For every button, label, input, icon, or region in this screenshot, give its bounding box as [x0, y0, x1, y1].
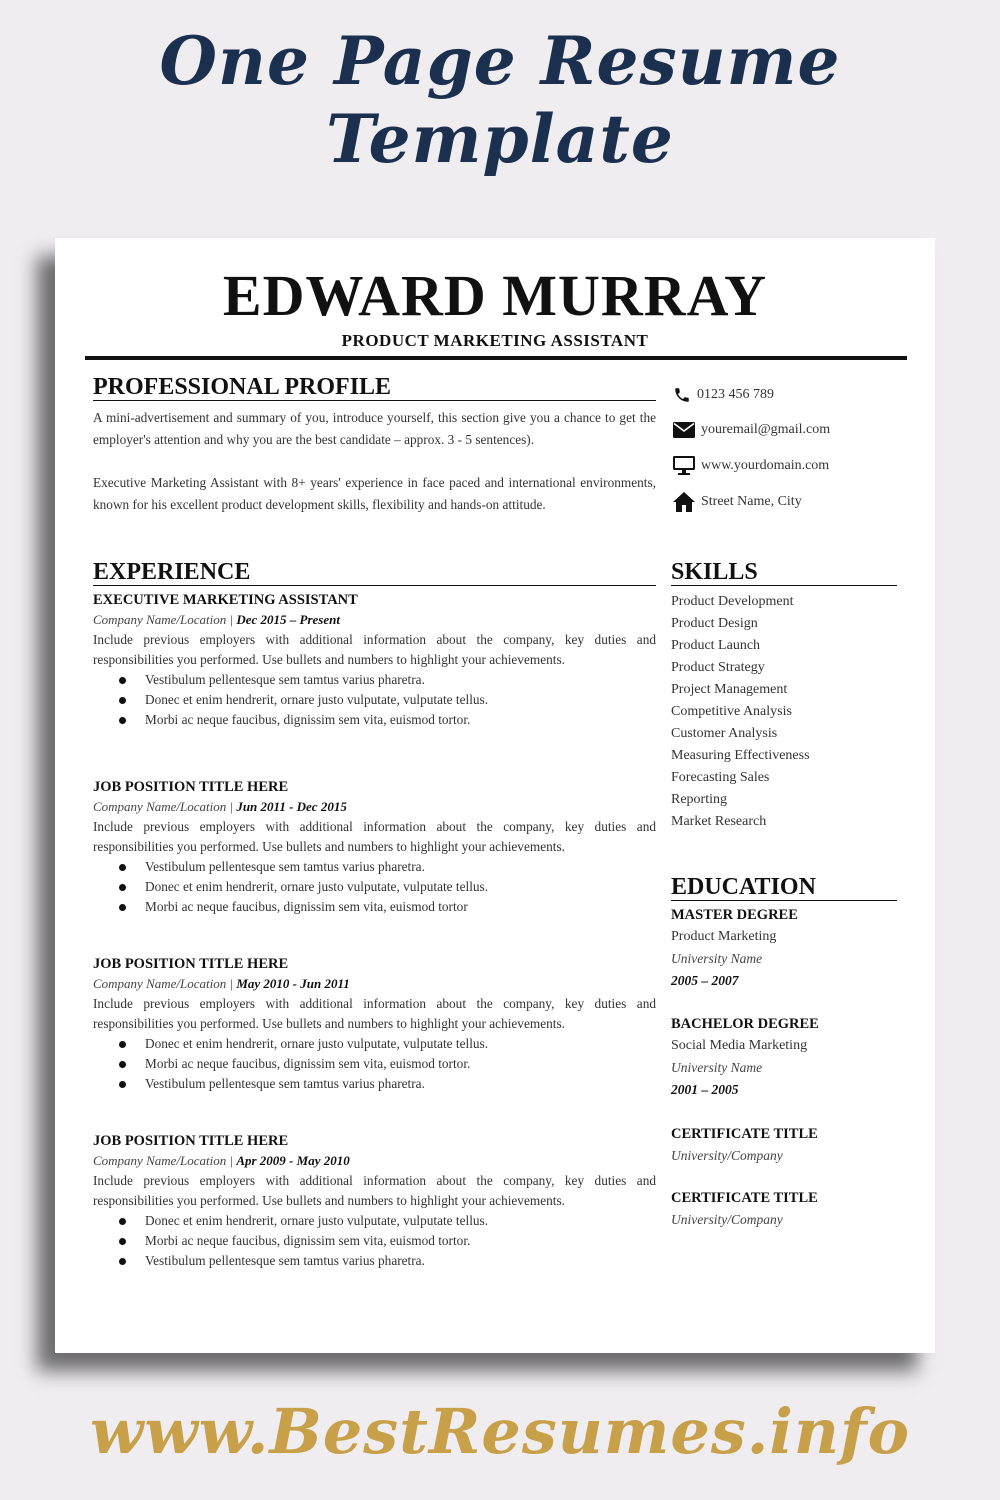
contact-email: [673, 422, 830, 438]
job-separator: |: [226, 612, 237, 627]
job-bullets: [93, 857, 656, 917]
job-entry: [93, 777, 656, 917]
job-meta: [93, 610, 656, 630]
job-bullet: Donec et enim hendrerit, ornare justo vulputate, vulputate tellus.: [145, 1211, 656, 1231]
job-description: Include previous employers with additional information about the company, key duties and responsibilities you performed. Use bullets and numbers to highlight your achievements.: [93, 1173, 656, 1208]
job-company: Company Name/Location: [93, 799, 227, 814]
job-description: Include previous employers with additional information about the company, key duties and responsibilities you performed. Use bullets and numbers to highlight your achievements.: [93, 819, 656, 854]
job-entry: [93, 1131, 656, 1271]
phone-text: 0123 456 789: [697, 387, 774, 402]
skill-item: Measuring Effectiveness: [671, 748, 810, 763]
job-dates: May 2010 - Jun 2011: [236, 976, 350, 991]
certificate-entry: [671, 1187, 897, 1231]
degree-title: MASTER DEGREE: [671, 907, 798, 923]
skill-item: Customer Analysis: [671, 726, 778, 741]
degree-school: University Name: [671, 951, 763, 966]
skill-item: Reporting: [671, 792, 727, 807]
job-bullet: Morbi ac neque faucibus, dignissim sem vita, euismod tortor: [145, 897, 656, 917]
job-dates: Jun 2011 - Dec 2015: [236, 799, 347, 814]
education-entry: [671, 1013, 897, 1101]
footer-url[interactable]: www.BestResumes.info: [89, 1395, 910, 1468]
profile-heading: PROFESSIONAL PROFILE: [93, 374, 656, 401]
job-bullet: Vestibulum pellentesque sem tamtus varius pharetra.: [145, 1251, 656, 1271]
job-bullet: Donec et enim hendrerit, ornare justo vulputate, vulputate tellus.: [145, 690, 656, 710]
job-separator: |: [226, 976, 237, 991]
degree-title: BACHELOR DEGREE: [671, 1016, 819, 1032]
contact-phone: [673, 386, 774, 404]
contact-web: [673, 456, 829, 476]
home-icon: [673, 492, 695, 512]
skills-heading: SKILLS: [671, 559, 897, 586]
job-company: Company Name/Location: [93, 612, 227, 627]
job-bullets: [93, 670, 656, 730]
job-bullet: Morbi ac neque faucibus, dignissim sem vita, euismod tortor.: [145, 1231, 656, 1251]
skill-item: Project Management: [671, 682, 788, 697]
skill-item: Product Design: [671, 616, 758, 631]
job-separator: |: [226, 1153, 237, 1168]
job-bullet: Vestibulum pellentesque sem tamtus varius pharetra.: [145, 670, 656, 690]
profile-paragraph-1: A mini-advertisement and summary of you, introduce yourself, this section give you a chance to get the employer's attention and why you are the best candidate – approx. 3 - 5 sentences).: [93, 410, 656, 447]
job-title: JOB POSITION TITLE HERE: [93, 1133, 289, 1149]
certificate-school: University/Company: [671, 1212, 783, 1227]
job-description: Include previous employers with additional information about the company, key duties and responsibilities you performed. Use bullets and numbers to highlight your achievements.: [93, 632, 656, 667]
job-separator: |: [226, 799, 237, 814]
mail-icon: [673, 422, 695, 438]
job-bullet: Donec et enim hendrerit, ornare justo vulputate, vulputate tellus.: [145, 1034, 656, 1054]
job-meta: [93, 974, 656, 994]
degree-field: Social Media Marketing: [671, 1038, 808, 1053]
education-entry: [671, 904, 897, 992]
skill-item: Forecasting Sales: [671, 770, 770, 785]
job-company: Company Name/Location: [93, 1153, 227, 1168]
job-bullets: [93, 1211, 656, 1271]
job-title: JOB POSITION TITLE HERE: [93, 956, 289, 972]
experience-heading: EXPERIENCE: [93, 559, 656, 586]
address-text: Street Name, City: [701, 494, 802, 509]
skill-item: Product Launch: [671, 638, 761, 653]
education-heading: EDUCATION: [671, 874, 897, 901]
certificate-entry: [671, 1123, 897, 1167]
job-description: Include previous employers with additional information about the company, key duties and responsibilities you performed. Use bullets and numbers to highlight your achievements.: [93, 996, 656, 1031]
contact-address: [673, 492, 802, 512]
header-divider: [85, 356, 907, 360]
job-dates: Dec 2015 – Present: [236, 612, 340, 627]
job-bullets: [93, 1034, 656, 1094]
job-bullet: Vestibulum pellentesque sem tamtus varius pharetra.: [145, 1074, 656, 1094]
degree-school: University Name: [671, 1060, 763, 1075]
phone-icon: [673, 386, 691, 404]
email-text: youremail@gmail.com: [701, 422, 831, 437]
profile-paragraph-2: Executive Marketing Assistant with 8+ years' experience in face paced and international environments, known for his excellent product development skills, flexibility and hands-on attitude.: [93, 475, 656, 512]
job-title: JOB POSITION TITLE HERE: [93, 779, 289, 795]
monitor-icon: [673, 456, 695, 476]
job-entry: [93, 954, 656, 1094]
resume-sheet: [55, 238, 935, 1353]
skill-item: Product Development: [671, 594, 794, 609]
degree-dates: 2005 – 2007: [671, 973, 739, 988]
job-bullet: Donec et enim hendrerit, ornare justo vulputate, vulputate tellus.: [145, 877, 656, 897]
resume-name: EDWARD MURRAY: [222, 263, 768, 328]
skill-item: Competitive Analysis: [671, 704, 792, 719]
resume-role: PRODUCT MARKETING ASSISTANT: [341, 331, 649, 350]
skill-item: Market Research: [671, 814, 767, 829]
job-company: Company Name/Location: [93, 976, 227, 991]
job-bullet: Morbi ac neque faucibus, dignissim sem vita, euismod tortor.: [145, 710, 656, 730]
skills-list: [671, 591, 810, 833]
job-bullet: Vestibulum pellentesque sem tamtus varius pharetra.: [145, 857, 656, 877]
job-dates: Apr 2009 - May 2010: [236, 1153, 350, 1168]
job-bullet: Morbi ac neque faucibus, dignissim sem vita, euismod tortor.: [145, 1054, 656, 1074]
job-entry: [93, 590, 656, 730]
banner-title: One Page Resume Template: [159, 22, 841, 178]
degree-field: Product Marketing: [671, 929, 777, 944]
certificate-title: CERTIFICATE TITLE: [671, 1190, 818, 1206]
web-text: www.yourdomain.com: [701, 458, 830, 473]
skill-item: Product Strategy: [671, 660, 765, 675]
certificate-school: University/Company: [671, 1148, 783, 1163]
certificate-title: CERTIFICATE TITLE: [671, 1126, 818, 1142]
job-title: EXECUTIVE MARKETING ASSISTANT: [93, 592, 358, 608]
job-meta: [93, 1151, 656, 1171]
job-meta: [93, 797, 656, 817]
degree-dates: 2001 – 2005: [671, 1082, 739, 1097]
